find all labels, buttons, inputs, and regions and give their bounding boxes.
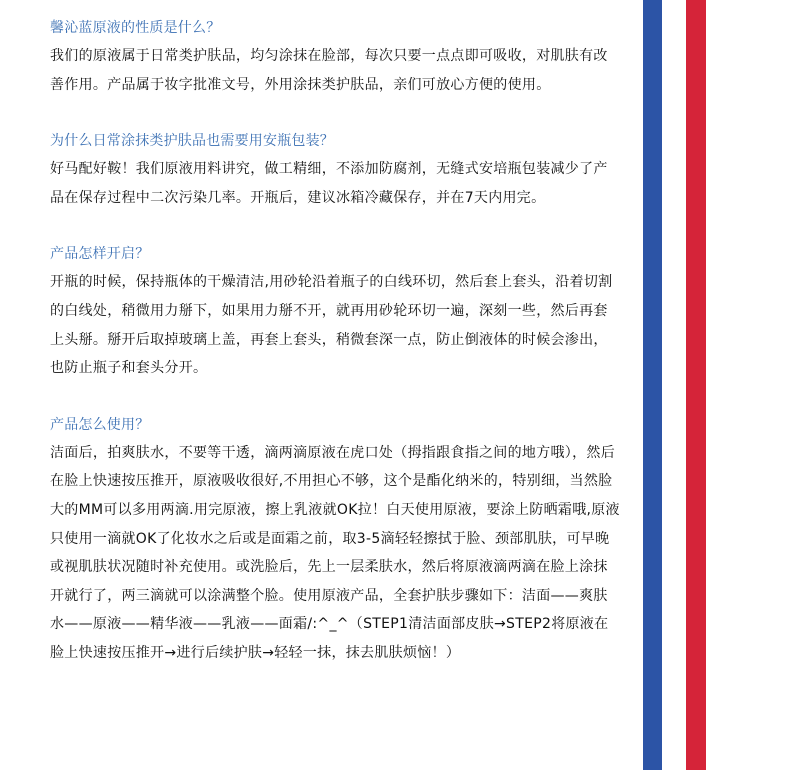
- decorative-stripe-red: [686, 0, 706, 770]
- faq-question: 为什么日常涂抹类护肤品也需要用安瓶包装？: [50, 133, 334, 150]
- faq-answer: 我们的原液属于日常类护肤品，均匀涂抹在脸部，每次只要一点点即可吸收，对肌肤有改善作用。产品属于妆字批准文号，外用涂抹类护肤品，亲们可放心方便的使用。: [50, 48, 608, 93]
- faq-list: [50, 14, 620, 696]
- decorative-stripe-blue: [643, 0, 662, 770]
- faq-question: 馨沁蓝原液的性质是什么？: [50, 20, 221, 36]
- faq-item-opening: [50, 240, 620, 382]
- faq-question: 产品怎么使用？: [50, 416, 150, 433]
- faq-item-usage: [50, 411, 620, 668]
- faq-answer: 洁面后，拍爽肤水，不要等干透，滴两滴原液在虎口处（拇指跟食指之间的地方哦），然后在脸上快速按压推开，原液吸收很好,不用担心不够，这个是酯化纳米的，特别细，当然脸大的MM可以多用两滴.用完原液，擦上乳液就OK拉！白天使用原液，要涂上防晒霜哦,原液只使用一滴就OK了化妆水之后或是面霜之前，取3-5滴轻轻擦拭于脸、颈部肌肤，可早晚或视肌肤状况随时补充使用。或洗脸后，先上一层柔肤水，然后将原液滴两滴在脸上涂抹开就行了，两三滴就可以涂满整个脸。使用原液产品，全套护肤步骤如下：洁面——爽肤水——原液——精华液——乳液——面霜/:^_^（STEP1清洁面部皮肤→STEP2将原液在脸上快速按压推开→进行后续护肤→轻轻一抹，抹去肌肤烦恼！）: [50, 444, 620, 661]
- faq-item-property: [50, 14, 620, 99]
- faq-item-ampoule-packaging: [50, 127, 620, 212]
- faq-answer: 开瓶的时候，保持瓶体的干燥清洁,用砂轮沿着瓶子的白线环切，然后套上套头，沿着切割的白线处，稍微用力掰下，如果用力掰不开，就再用砂轮环切一遍，深刻一些，然后再套上头掰。掰开后取掉玻璃上盖，再套上套头，稍微套深一点，防止倒液体的时候会渗出，也防止瓶子和套头分开。: [50, 274, 613, 377]
- decorative-stripe-white: [662, 0, 686, 770]
- faq-question: 产品怎样开启？: [50, 246, 150, 263]
- faq-answer: 好马配好鞍！我们原液用料讲究，做工精细，不添加防腐剂，无缝式安培瓶包装减少了产品在保存过程中二次污染几率。开瓶后，建议冰箱冷藏保存，并在7天内用完。: [50, 161, 608, 206]
